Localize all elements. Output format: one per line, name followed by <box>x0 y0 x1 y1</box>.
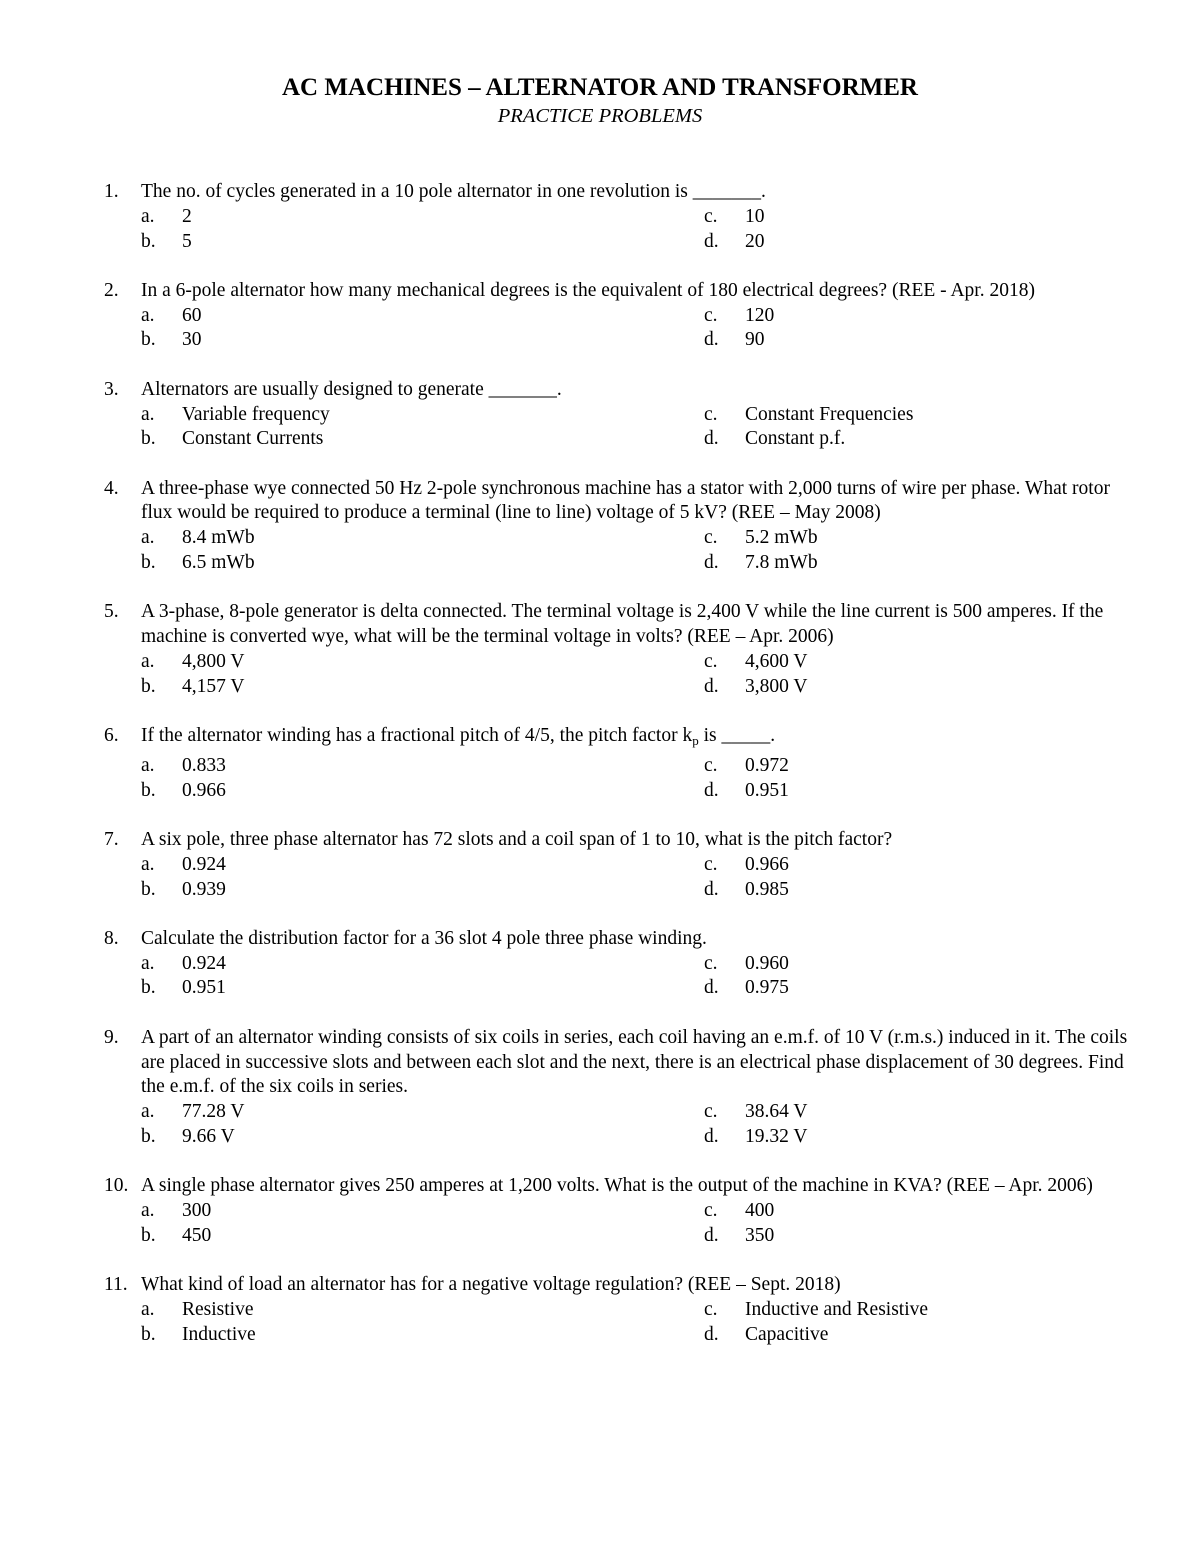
option-letter: d. <box>704 675 719 697</box>
option-letter: c. <box>704 403 718 425</box>
option-letter: a. <box>141 304 155 326</box>
option-letter: b. <box>141 1323 156 1345</box>
question-number: 10. <box>104 1175 129 1197</box>
option-a <box>141 952 704 977</box>
option-text: Capacitive <box>745 1323 829 1345</box>
option-b <box>141 230 704 255</box>
question-text: A six pole, three phase alternator has 72 slots and a coil span of 1 to 10, what is the pitch factor? <box>141 828 893 850</box>
option-letter: a. <box>141 1101 155 1123</box>
option-text: 5 <box>182 230 192 252</box>
option-letter: a. <box>141 403 155 425</box>
question-text-part: If the alternator winding has a fractional pitch of 4/5, the pitch factor k <box>141 725 693 747</box>
question-2 <box>104 279 1129 353</box>
option-text: 0.960 <box>745 952 789 974</box>
option-d <box>704 1125 1024 1150</box>
question-number: 1. <box>104 181 119 202</box>
option-a <box>141 754 704 779</box>
option-letter: b. <box>141 878 156 900</box>
options <box>141 205 1129 255</box>
option-text: 4,157 V <box>182 675 245 697</box>
question-10 <box>104 1174 1129 1248</box>
option-letter: c. <box>704 853 718 875</box>
question-number: 7. <box>104 828 119 850</box>
option-b <box>141 427 704 452</box>
option-d <box>704 1224 1024 1249</box>
option-letter: c. <box>704 304 718 326</box>
option-text: 0.985 <box>745 878 789 900</box>
options <box>141 952 1129 1002</box>
option-letter: c. <box>704 754 718 776</box>
option-a <box>141 526 704 551</box>
option-c <box>704 526 1024 551</box>
question-list <box>104 180 1129 1372</box>
option-letter: c. <box>704 205 718 227</box>
option-b <box>141 878 704 903</box>
option-letter: c. <box>704 527 718 549</box>
option-letter: c. <box>704 952 718 974</box>
option-letter: a. <box>141 853 155 875</box>
option-c <box>704 754 1024 779</box>
option-letter: a. <box>141 754 155 776</box>
option-text: 2 <box>182 205 192 227</box>
option-text: 450 <box>182 1224 212 1246</box>
option-d <box>704 675 1024 700</box>
option-b <box>141 1125 704 1150</box>
question-text: A 3-phase, 8-pole generator is delta connected. The terminal voltage is 2,400 V while the line current is 500 amperes. If the machine is converted wye, what will be the terminal voltage in volts? (REE – Apr. 2006) <box>141 601 1104 648</box>
option-letter: d. <box>704 428 719 450</box>
question-number: 5. <box>104 601 119 623</box>
option-a <box>141 853 704 878</box>
options <box>141 304 1129 354</box>
option-letter: d. <box>704 329 719 351</box>
option-b <box>141 551 704 576</box>
question-text: A single phase alternator gives 250 amperes at 1,200 volts. What is the output of the machine in KVA? (REE – Apr. 2006) <box>141 1175 1093 1197</box>
option-letter: d. <box>704 1125 719 1147</box>
option-text: 0.833 <box>182 754 226 776</box>
question-9 <box>104 1026 1129 1150</box>
option-letter: b. <box>141 230 156 252</box>
option-letter: c. <box>704 1101 718 1123</box>
option-text: 19.32 V <box>745 1125 808 1147</box>
question-text: A three-phase wye connected 50 Hz 2-pole synchronous machine has a stator with 2,000 turns of wire per phase. What rotor flux would be required to produce a terminal (line to line) voltage of 5 kV? (REE – May 2008) <box>141 477 1110 524</box>
option-text: 10 <box>745 205 765 227</box>
question-4 <box>104 477 1129 576</box>
option-text: Resistive <box>182 1298 254 1320</box>
option-c <box>704 650 1024 675</box>
option-d <box>704 1323 1024 1348</box>
option-d <box>704 230 1024 255</box>
option-letter: d. <box>704 878 719 900</box>
options <box>141 1100 1129 1150</box>
question-number: 6. <box>104 725 119 747</box>
option-text: 9.66 V <box>182 1125 235 1147</box>
option-a <box>141 1199 704 1224</box>
option-letter: c. <box>704 1298 718 1320</box>
options <box>141 1298 1129 1348</box>
option-letter: d. <box>704 1224 719 1246</box>
option-letter: d. <box>704 977 719 999</box>
option-letter: b. <box>141 428 156 450</box>
page-subtitle: PRACTICE PROBLEMS <box>497 105 703 127</box>
option-letter: a. <box>141 650 155 672</box>
option-d <box>704 976 1024 1001</box>
option-text: 30 <box>182 329 202 351</box>
question-text <box>141 724 1129 754</box>
option-letter: b. <box>141 675 156 697</box>
option-a <box>141 304 704 329</box>
option-text: Inductive and Resistive <box>745 1298 929 1320</box>
option-letter: a. <box>141 952 155 974</box>
question-7 <box>104 828 1129 902</box>
option-letter: a. <box>141 1200 155 1221</box>
question-text: What kind of load an alternator has for a negative voltage regulation? (REE – Sept. 2018) <box>141 1274 841 1296</box>
options <box>141 650 1129 700</box>
subscript: p <box>692 733 699 749</box>
question-number: 4. <box>104 477 119 499</box>
option-d <box>704 779 1024 804</box>
option-text: 4,600 V <box>745 650 808 672</box>
option-letter: a. <box>141 527 155 549</box>
option-c <box>704 1100 1024 1125</box>
option-text: 7.8 mWb <box>745 552 818 574</box>
question-number: 9. <box>104 1026 119 1048</box>
question-text: A part of an alternator winding consists of six coils in series, each coil having an e.m.f. of 10 V (r.m.s.) induced in it. The coils are placed in successive slots and between each slot and the next, there is an electrical phase displacement of 30 degrees. Find the e.m.f. of the six coils in series. <box>141 1026 1128 1098</box>
option-text: 4,800 V <box>182 650 245 672</box>
option-letter: d. <box>704 230 719 252</box>
question-11 <box>104 1273 1129 1347</box>
option-text: 120 <box>745 304 775 326</box>
option-text: 0.966 <box>182 779 226 801</box>
option-a <box>141 1100 704 1125</box>
option-letter: d. <box>704 779 719 801</box>
page-title: AC MACHINES – ALTERNATOR AND TRANSFORMER <box>282 74 918 101</box>
question-text: The no. of cycles generated in a 10 pole alternator in one revolution is _______. <box>141 181 766 202</box>
option-letter: a. <box>141 1298 155 1320</box>
option-text: 0.972 <box>745 754 789 776</box>
option-a <box>141 403 704 428</box>
option-text: 90 <box>745 329 765 351</box>
options <box>141 754 1129 804</box>
options <box>141 1199 1129 1249</box>
option-b <box>141 1224 704 1249</box>
option-d <box>704 551 1024 576</box>
option-c <box>704 1298 1024 1323</box>
option-text: Inductive <box>182 1323 256 1345</box>
option-text: 38.64 V <box>745 1101 808 1123</box>
option-text: 77.28 V <box>182 1101 245 1123</box>
option-a <box>141 205 704 230</box>
option-text: 0.966 <box>745 853 789 875</box>
option-letter: c. <box>704 650 718 672</box>
option-text: 3,800 V <box>745 675 808 697</box>
option-b <box>141 675 704 700</box>
option-b <box>141 779 704 804</box>
option-text: 0.951 <box>745 779 789 801</box>
option-letter: d. <box>704 552 719 574</box>
option-letter: d. <box>704 1323 719 1345</box>
option-letter: c. <box>704 1200 718 1221</box>
question-number: 11. <box>104 1274 128 1296</box>
question-8 <box>104 927 1129 1001</box>
option-c <box>704 304 1024 329</box>
option-text: 5.2 mWb <box>745 527 818 549</box>
question-6 <box>104 724 1129 803</box>
option-text: 0.975 <box>745 977 789 999</box>
option-c <box>704 205 1024 230</box>
question-number: 8. <box>104 927 119 949</box>
option-b <box>141 976 704 1001</box>
option-letter: b. <box>141 779 156 801</box>
option-text: 60 <box>182 304 202 326</box>
options <box>141 853 1129 903</box>
question-text: Alternators are usually designed to generate _______. <box>141 378 562 400</box>
option-c <box>704 853 1024 878</box>
option-letter: b. <box>141 1125 156 1147</box>
question-5 <box>104 600 1129 699</box>
question-text-part: is _____. <box>698 725 776 747</box>
options <box>141 403 1129 453</box>
option-text: 8.4 mWb <box>182 527 255 549</box>
option-text: 0.924 <box>182 952 226 974</box>
question-text: Calculate the distribution factor for a 36 slot 4 pole three phase winding. <box>141 927 707 949</box>
option-text: 20 <box>745 230 765 252</box>
option-text: Variable frequency <box>182 403 330 425</box>
option-text: 400 <box>745 1200 775 1221</box>
option-d <box>704 427 1024 452</box>
option-text: 350 <box>745 1224 775 1246</box>
option-text: 0.939 <box>182 878 226 900</box>
options <box>141 526 1129 576</box>
question-3 <box>104 378 1129 452</box>
option-a <box>141 650 704 675</box>
option-letter: b. <box>141 552 156 574</box>
question-1 <box>104 180 1129 254</box>
question-number: 3. <box>104 378 119 400</box>
question-text: In a 6-pole alternator how many mechanical degrees is the equivalent of 180 electrical degrees? (REE - Apr. 2018) <box>141 279 1035 301</box>
option-d <box>704 878 1024 903</box>
option-letter: b. <box>141 329 156 351</box>
option-text: Constant p.f. <box>745 428 846 450</box>
option-b <box>141 328 704 353</box>
option-text: 0.951 <box>182 977 226 999</box>
question-number: 2. <box>104 279 119 301</box>
option-letter: b. <box>141 1224 156 1246</box>
option-text: Constant Currents <box>182 428 324 450</box>
option-c <box>704 952 1024 977</box>
option-b <box>141 1323 704 1348</box>
option-letter: b. <box>141 977 156 999</box>
option-text: 300 <box>182 1200 212 1221</box>
option-d <box>704 328 1024 353</box>
option-text: 6.5 mWb <box>182 552 255 574</box>
option-c <box>704 403 1024 428</box>
option-text: 0.924 <box>182 853 226 875</box>
option-letter: a. <box>141 205 155 227</box>
option-c <box>704 1199 1024 1224</box>
option-text: Constant Frequencies <box>745 403 914 425</box>
option-a <box>141 1298 704 1323</box>
